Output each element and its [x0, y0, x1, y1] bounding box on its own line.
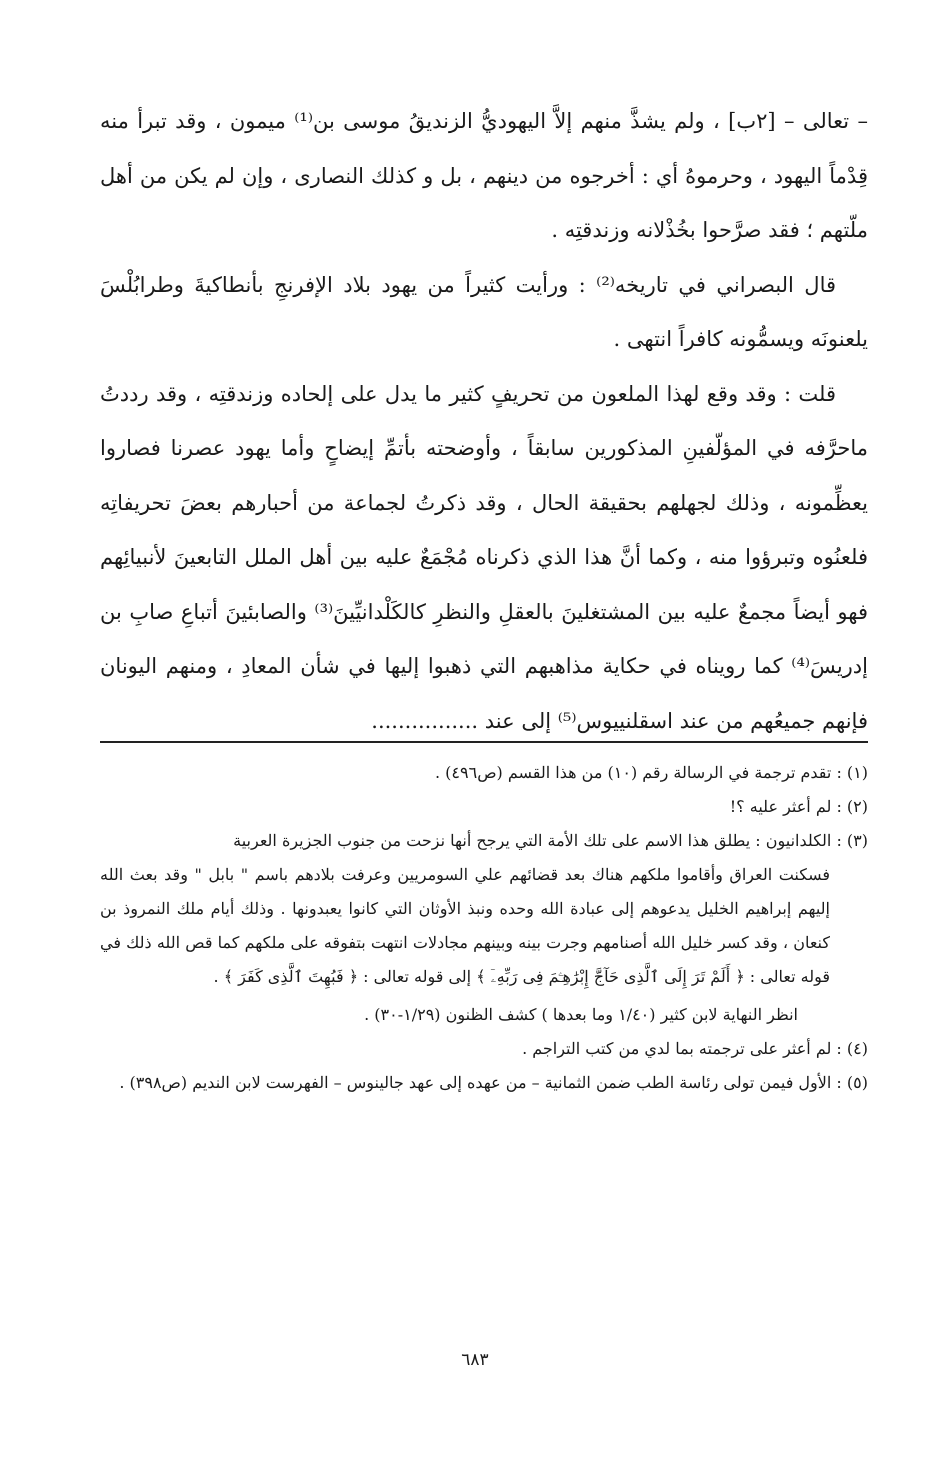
page-number: ٦٨٣ — [461, 1350, 489, 1370]
footnote-5: (٥) : الأول فيمن تولى رئاسة الطب ضمن الثمانية – من عهده إلى عهد جالينوس – الفهرست لابن النديم (ص٣٩٨) . — [119, 1073, 868, 1092]
footnotes — [100, 756, 868, 1100]
footnote-3-continuation: فسكنت العراق وأقاموا ملكهم هناك بعد قضائهم علي السومريين وعرفت بلادهم باسم " بابل " وقد بعث الله إليهم إبراهيم الخليل يدعوهم إلى عبادة الله وحده ونبذ الأوثان التي كانوا يعبدونها . وذلك أيام ملك النمروذ بن كنعان ، وقد كسر خليل الله أصنامهم وجرت بينه وبينهم مجادلات انتهت بتفوقه على ملكهم كما قص الله ذلك في قوله تعالى : ﴿ أَلَمْ تَرَ إِلَى ٱلَّذِى حَآجَّ إِبْرَٰهِـۧمَ فِى رَبِّهِۦٓ ﴾ إلى قوله تعالى : ﴿ فَبُهِتَ ٱلَّذِى كَفَرَ ﴾ . — [100, 865, 830, 986]
paragraph-2: قال البصراني في تاريخه⁽²⁾ : ورأيت كثيراً من يهود بلاد الإفرنجِ بأنطاكيةَ وطرابُلْسَ يلعنونَه ويسمُّونه كافراً انتهى . — [100, 272, 868, 351]
main-text — [100, 94, 868, 748]
paragraph-3: قلت : وقد وقع لهذا الملعون من تحريفٍ كثير ما يدل على إلحاده وزندقتِه ، وقد رددتُ ماحرَّفه في المؤلّفينِ المذكورين سابقاً ، وأوضحته بأتمِّ إيضاحٍ وأما يهود عصرنا فصاروا يعظِّمونه ، وذلك لجهلهم بحقيقة الحال ، وقد ذكرتُ لجماعة من أحبارهم بعضَ تحريفاتِه فلعنُوه وتبرؤوا منه ، وكما أنَّ هذا الذي ذكرناه مُجْمَعٌ عليه بين أهل الملل التابعينَ لأنبيائِهم فهو أيضاً مجمعٌ عليه بين المشتغلينَ بالعقلِ والنظرِ كالكَلْدانيِّينَ⁽³⁾ والصابئينَ أتباعِ صابِ بن إدريسَ⁽⁴⁾ كما رويناه في حكاية مذاهبهم التي ذهبوا إليها في شأن المعادِ ، ومنهم اليونان فإنهم جميعُهم من عند اسقلنييوس⁽⁵⁾ إلى عند ................ — [100, 381, 869, 733]
footnote-3-reference: انظر النهاية لابن كثير (١/٤٠ وما بعدها ) كشف الظنون (١/٢٩-٣٠) . — [364, 1005, 798, 1024]
footnote-3: (٣) : الكلدانيون : يطلق هذا الاسم على تلك الأمة التي يرجح أنها نزحت من جنوب الجزيرة العربية — [233, 831, 868, 850]
paragraph-1: – تعالى – [٢ب] ، ولم يشذَّ منهم إلاَّ اليهوديُّ الزنديقُ موسى بن⁽¹⁾ ميمون ، وقد تبرأ منه قِدْماً اليهود ، وحرموهُ أي : أخرجوه من دينهم ، بل و كذلك النصارى ، وإن لم يكن من أهل ملّتهم ؛ فقد صرَّحوا بخُذْلانه وزندقتِه . — [100, 109, 868, 242]
footnote-2: (٢) : لم أعثر عليه ؟! — [729, 797, 868, 816]
footnote-divider — [100, 741, 868, 743]
footnote-4: (٤) : لم أعثر على ترجمته بما لدي من كتب التراجم . — [522, 1039, 868, 1058]
footnote-1: (١) : تقدم ترجمة في الرسالة رقم (١٠) من هذا القسم (ص٤٩٦) . — [435, 763, 868, 782]
